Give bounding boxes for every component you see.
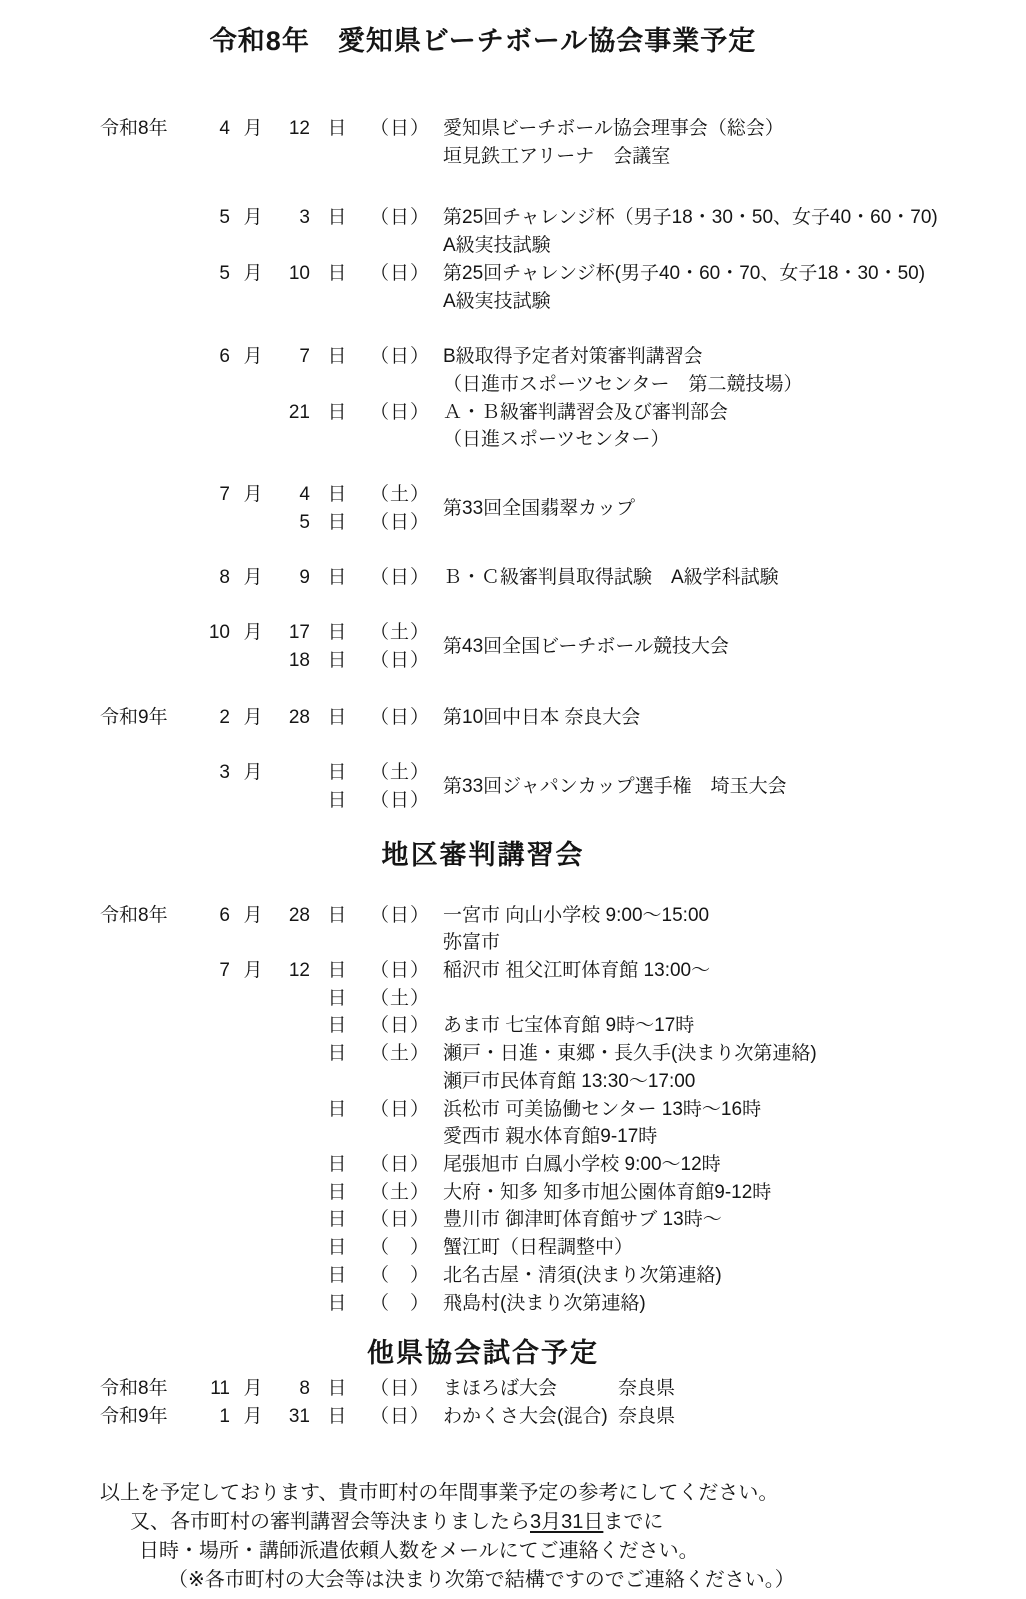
month-unit: 月 [243,622,263,644]
date-line [276,647,443,675]
other-section-heading: 他県協会試合予定 [367,1338,599,1369]
day-unit: 日 [327,960,347,982]
event-line: A級実技試験 [443,290,551,312]
month-number: 4 [219,118,230,139]
month-unit: 月 [243,484,263,506]
weekday-label: （日） [370,789,431,811]
weekday-label: （日） [370,118,431,139]
date-pair [276,619,443,674]
day-number: 28 [288,706,310,728]
day-number [276,787,310,815]
venue-line: 大府・知多 知多市旭公園体育館9-12時 [443,1181,772,1203]
weekday-label: （土） [370,484,431,506]
event-line: 第10回中日本 奈良大会 [443,706,641,728]
note-line-2-pre: 又、各市町村の審判講習会等決まりましたら [130,1510,530,1533]
date-line [276,619,443,647]
year-label: 令和8年 [100,118,168,139]
schedule-row [0,343,1026,398]
day-unit: 日 [327,987,347,1009]
venue-line: 一宮市 向山小学校 9:00～15:00 [443,904,710,926]
weekday-label: （土） [370,1043,431,1065]
venue-description [443,1151,1026,1179]
month-number: 10 [208,622,230,644]
venue-line: （日進スポーツセンター） [443,429,670,451]
event-description: 第33回ジャパンカップ選手権 埼玉大会 [443,776,787,798]
month-unit: 月 [243,118,263,139]
event-description [443,704,1026,732]
weekday-label: （土） [370,622,431,644]
day-unit: 日 [327,1153,347,1175]
date-pair [276,481,443,536]
prefecture-label: 奈良県 [618,1378,676,1400]
day-unit: 日 [327,622,347,644]
annual-schedule-section [0,115,1026,815]
month-unit: 月 [243,1405,263,1427]
day-unit: 日 [327,649,347,671]
venue-description [443,1234,1026,1262]
day-unit: 日 [327,567,347,589]
venue-description [443,902,1026,957]
day-unit: 日 [327,762,347,784]
day-unit: 日 [327,1405,347,1427]
schedule-row [0,115,1026,170]
venue-description [443,1262,1026,1290]
district-row [0,985,1026,1013]
schedule-row [0,564,1026,592]
weekday-label: （土） [370,987,431,1009]
event-description: 第43回全国ビーチボール競技大会 [443,635,729,657]
venue-line: （日進市スポーツセンター 第二競技場） [443,373,803,395]
district-row [0,1290,1026,1318]
day-number: 28 [288,904,310,926]
month-unit: 月 [243,706,263,728]
year-label: 令和8年 [100,904,168,926]
weekday-label: （日） [370,649,431,671]
venue-description [443,957,1026,985]
month-number: 7 [219,960,230,982]
month-number: 3 [219,762,230,784]
schedule-row [0,204,1026,259]
day-unit: 日 [327,1209,347,1231]
prefecture-label: 奈良県 [618,1405,676,1427]
date-line [276,759,443,787]
venue-line: 瀬戸市民体育館 13:30～17:00 [443,1070,696,1092]
year-label: 令和9年 [100,1405,168,1427]
weekday-label: （日） [370,567,431,589]
venue-line: 蟹江町（日程調整中） [443,1237,634,1259]
event-description [443,343,1026,398]
day-unit: 日 [327,1292,347,1314]
date-line [276,787,443,815]
venue-line: 瀬戸・日進・東郷・長久手(決まり次第連絡) [443,1043,817,1065]
year-label: 令和9年 [100,706,168,728]
day-number: 18 [288,649,310,671]
event-name: まほろば大会 [443,1378,558,1400]
month-unit: 月 [243,346,263,368]
weekday-label: （日） [370,346,431,368]
district-row [0,1179,1026,1207]
weekday-label: （ ） [370,1292,431,1314]
day-number: 21 [288,401,310,423]
venue-line: 愛西市 親水体育館9-17時 [443,1126,658,1148]
weekday-label: （日） [370,1153,431,1175]
schedule-row [0,399,1026,454]
other-row [0,1375,1026,1403]
weekday-label: （土） [370,762,431,784]
day-number: 3 [299,207,310,229]
day-unit: 日 [327,1264,347,1286]
event-name: わかくさ大会(混合) [443,1405,608,1427]
district-section [0,902,1026,1318]
day-unit: 日 [327,1378,347,1400]
weekday-label: （日） [370,706,431,728]
day-number [276,759,310,787]
deadline-underlined: 3月31日 [530,1510,604,1533]
month-unit: 月 [243,960,263,982]
schedule-row-two-days [0,759,1026,814]
month-unit: 月 [243,207,263,229]
weekday-label: （日） [370,1405,431,1427]
month-number: 6 [219,346,230,368]
district-row [0,1096,1026,1151]
venue-description [443,1290,1026,1318]
page-title: 令和8年 愛知県ビーチボール協会事業予定 [209,26,757,56]
event-line: Ａ・Ｂ級審判講習会及び審判部会 [443,401,729,423]
weekday-label: （日） [370,1098,431,1120]
month-number: 5 [219,262,230,284]
other-row [0,1403,1026,1431]
weekday-label: （ ） [370,1264,431,1286]
note-line-2 [0,1508,1026,1537]
schedule-row [0,704,1026,732]
day-unit: 日 [327,511,347,533]
event-line: Ｂ・Ｃ級審判員取得試験 A級学科試験 [443,567,779,589]
day-unit: 日 [327,789,347,811]
venue-description [443,1012,1026,1040]
district-row [0,1262,1026,1290]
venue-description [443,1179,1026,1207]
weekday-label: （日） [370,262,431,284]
district-row [0,1040,1026,1095]
venue-description [443,1206,1026,1234]
weekday-label: （日） [370,1378,431,1400]
day-number: 5 [299,511,310,533]
venue-description [443,1096,1026,1151]
year-label: 令和8年 [100,1378,168,1400]
month-number: 11 [210,1378,230,1400]
month-unit: 月 [243,762,263,784]
day-number: 7 [299,346,310,368]
other-section [0,1375,1026,1430]
weekday-label: （日） [370,904,431,926]
month-unit: 月 [243,262,263,284]
date-line [276,509,443,537]
schedule-row-two-days [0,619,1026,674]
day-unit: 日 [327,484,347,506]
day-unit: 日 [327,1043,347,1065]
event-description: 第33回全国翡翠カップ [443,497,635,519]
footer-note [0,1479,1026,1595]
day-unit: 日 [327,706,347,728]
date-pair [276,759,443,814]
day-number: 10 [288,262,310,284]
day-number: 17 [288,622,310,644]
note-line-4: （※各市町村の大会等は決まり次第で結構ですのでご連絡ください。） [168,1568,795,1591]
day-number: 8 [299,1378,310,1400]
district-row [0,1234,1026,1262]
date-line [276,481,443,509]
event-description [443,399,1026,454]
venue-line: 北名古屋・清須(決まり次第連絡) [443,1264,722,1286]
district-section-heading: 地区審判講習会 [381,839,585,870]
event-line: B級取得予定者対策審判講習会 [443,346,703,368]
weekday-label: （土） [370,1181,431,1203]
day-unit: 日 [327,401,347,423]
month-number: 1 [219,1405,230,1427]
day-unit: 日 [327,1098,347,1120]
day-number: 9 [299,567,310,589]
day-unit: 日 [327,1237,347,1259]
district-row [0,1151,1026,1179]
weekday-label: （ ） [370,1237,431,1259]
district-row [0,957,1026,985]
day-unit: 日 [327,1181,347,1203]
day-unit: 日 [327,1015,347,1037]
weekday-label: （日） [370,1209,431,1231]
venue-line: 弥富市 [443,932,501,954]
weekday-label: （日） [370,960,431,982]
event-description [443,564,1026,592]
day-unit: 日 [327,904,347,926]
day-number: 12 [288,118,310,139]
month-unit: 月 [243,567,263,589]
weekday-label: （日） [370,207,431,229]
month-number: 5 [219,207,230,229]
month-number: 6 [219,904,230,926]
venue-line: 豊川市 御津町体育館サブ 13時～ [443,1209,722,1231]
event-line: 第25回チャレンジ杯(男子40・60・70、女子18・30・50) [443,262,926,284]
venue-line: 垣見鉄工アリーナ 会議室 [443,145,671,167]
month-unit: 月 [243,1378,263,1400]
weekday-label: （日） [370,401,431,423]
venue-line: あま市 七宝体育館 9時～17時 [443,1015,695,1037]
day-unit: 日 [327,207,347,229]
event-line: 第25回チャレンジ杯（男子18・30・50、女子40・60・70) [443,207,938,229]
note-line-2-post: までに [603,1510,664,1533]
note-line-1: 以上を予定しております、貴市町村の年間事業予定の参考にしてください。 [100,1481,779,1504]
event-line: 愛知県ビーチボール協会理事会（総会） [443,118,784,139]
venue-line: 稲沢市 祖父江町体育館 13:00～ [443,960,711,982]
note-line-3: 日時・場所・講師派遣依頼人数をメールにてご連絡ください。 [139,1539,699,1562]
event-description [443,260,1026,315]
day-unit: 日 [327,262,347,284]
day-number: 31 [288,1405,310,1427]
district-row [0,902,1026,957]
schedule-row-two-days [0,481,1026,536]
event-description [443,115,1026,170]
day-number: 12 [288,960,310,982]
venue-line: 飛島村(決まり次第連絡) [443,1292,646,1314]
weekday-label: （日） [370,511,431,533]
district-row [0,1206,1026,1234]
event-description [443,204,1026,259]
venue-description [443,1040,1026,1095]
day-unit: 日 [327,346,347,368]
month-number: 7 [219,484,230,506]
month-number: 8 [219,567,230,589]
month-number: 2 [219,706,230,728]
schedule-row [0,260,1026,315]
month-unit: 月 [243,904,263,926]
day-number: 4 [299,484,310,506]
weekday-label: （日） [370,1015,431,1037]
district-row [0,1012,1026,1040]
venue-line: 浜松市 可美協働センター 13時～16時 [443,1098,762,1120]
day-unit: 日 [327,118,347,139]
event-line: A級実技試験 [443,235,551,257]
venue-line: 尾張旭市 白鳳小学校 9:00～12時 [443,1153,721,1175]
